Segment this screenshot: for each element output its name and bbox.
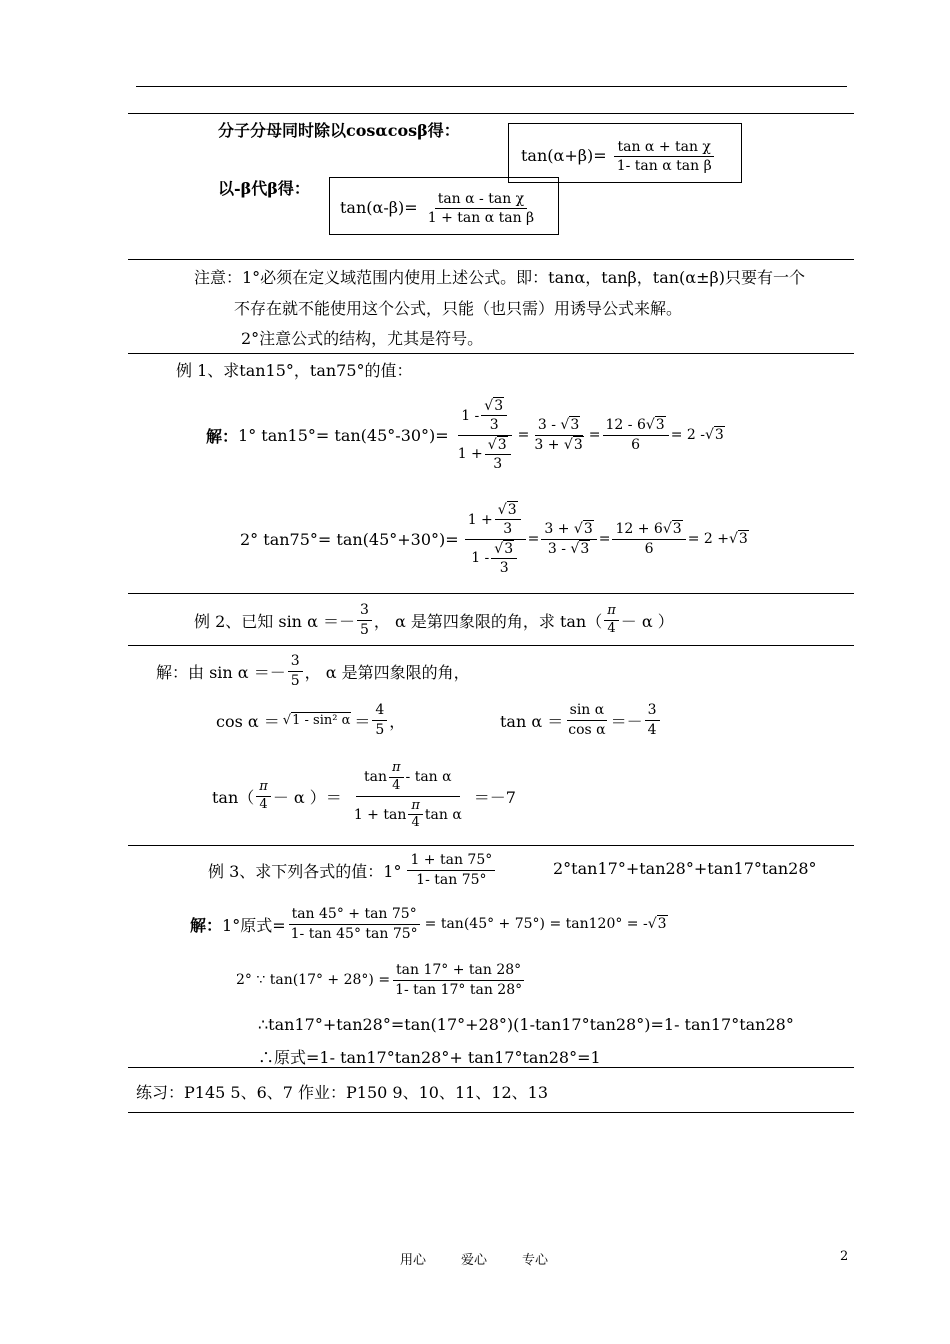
equals-sign: = [598,531,611,547]
equals-sign: = [517,427,530,443]
tan75-compound-fraction: 1 + $\frac{√3}{3}$ 1 - $\frac{√3}{3}$ [465,502,526,575]
radicand: 3 [738,531,748,547]
denominator: 3 [503,521,513,538]
tan-diff-denominator: 1 + tan α tan β [427,210,535,227]
solution-3-line-4: ∴原式=1- tan17°tan28°+ tan17°tan28°=1 [258,1048,601,1067]
tan15-compound-fraction: 1 - $\frac{√3}{3}$ 1 + $\frac{√3}{3}$ [455,398,516,471]
header-rule [136,86,847,87]
tan-alpha-lhs: tan α ＝ [500,711,564,731]
fraction-3-4 [645,702,660,737]
denominator: 3 [493,455,503,472]
sin-over-cos-fraction [565,702,608,737]
denominator: cos α [568,721,606,738]
tan15-fraction-3: $\frac{12 - 6√3}{6}$ [603,417,669,452]
tan-sum-formula-box [508,123,742,183]
denominator: 6 [644,540,654,557]
tan-sum-numerator: tan α + tan χ [614,139,713,157]
numerator: π [389,761,404,778]
denominator: 5 [375,721,385,738]
radicand: 3 [580,540,590,557]
example-2-title-mid: ， α 是第四象限的角，求 tan（ [373,611,603,631]
denominator: 4 [647,721,657,738]
denominator-prefix: 1 - [471,550,490,567]
numerator: 3 [645,702,660,720]
tan-diff-fraction [425,191,537,226]
equals-sign: = [588,427,601,443]
divide-text: 分子分母同时除以cosαcosβ得： [218,121,460,140]
denominator: 5 [290,672,300,689]
example-3-title [208,850,497,890]
solution-2-line-3 [212,752,516,840]
denominator: 1- tan 17° tan 28° [395,981,523,998]
denominator: 3 [499,559,509,576]
example-1-title: 例 1、求tan15°，tan75°的值： [176,361,413,380]
numerator: 3 + [544,521,570,538]
fraction-3-5 [288,653,303,688]
solution-3-line-1-lhs: 1°原式= [222,915,286,935]
solution-2-line-1-pre: 解：由 sin α ＝－ [156,662,286,682]
tan75-result: = 2 + [687,531,729,547]
tan-alpha-term: - tan α [405,769,452,786]
radicand: 3 [672,521,682,538]
numerator: tan 17° + tan 28° [393,962,524,980]
denominator: 1- tan 75° [416,871,487,888]
tan-diff-lhs: tan(α-β)= [340,198,418,218]
example-2-title-pre: 例 2、已知 sin α ＝－ [194,611,355,631]
tan75-fraction-3: $\frac{12 + 6√3}{6}$ [612,521,685,556]
numerator: π [408,799,423,816]
denominator: 4 [607,620,616,636]
radicand: 3 [497,436,507,453]
section-rule [128,645,854,646]
radicand: 3 [573,436,583,453]
section-rule [128,113,854,114]
denominator: 4 [392,777,401,793]
fraction-pi-4 [256,780,271,813]
radicand: 3 [583,521,593,538]
tan-alpha-line [500,698,662,742]
solution-2-line-3-mid: － α ）＝ [272,787,342,807]
tan-sum-45-75-fraction [288,906,421,941]
numerator: sin α [567,702,608,720]
solution-label: 解： [190,915,223,935]
numerator-prefix: 1 - [461,407,480,424]
tan-difference-fraction [346,761,470,832]
example-1-line-1 [206,386,725,484]
solution-3-line-3: ∴tan17°+tan28°=tan(17°+28°)(1-tan17°tan28°)=1- tan17°tan28° [258,1015,794,1034]
equals-sign: = [527,531,540,547]
denominator: 6 [631,436,641,453]
tan15-fraction-2: $\frac{3 - √3}{3 + √3}$ [534,417,583,453]
example-1-line-2 [240,490,749,588]
footer-motto-3: 专心 [522,1253,549,1268]
practice-homework: 练习：P145 5、6、7 作业：P150 9、10、11、12、13 [136,1083,549,1102]
replace-text: 以-β代β得： [218,179,310,198]
radicand: 3 [504,540,514,557]
denominator: 3 - [547,540,566,557]
section-rule [128,845,854,846]
denominator: 1- tan 45° tan 75° [290,925,418,942]
numerator: 4 [372,702,387,720]
numerator: 3 [288,653,303,671]
tan75-fraction-2: $\frac{3 + √3}{3 - √3}$ [541,521,596,556]
tan15-result: = 2 - [670,427,705,443]
sqrt-3: √3 [647,916,667,932]
section-rule [128,259,854,260]
tan15-lhs: 1° tan15°= tan(45°-30°)= [238,425,449,445]
radicand: 3 [655,417,665,434]
example-2-title [194,598,674,642]
numerator: π [256,780,271,797]
numerator-prefix: 1 + [467,511,493,528]
section-rule [128,1067,854,1068]
numerator: 12 + 6 [615,521,663,538]
radicand: 1 - sin² α [292,712,351,728]
page-number: 2 [840,1249,849,1264]
radicand: 3 [494,398,504,415]
solution-3-line-1-rest: = tan(45° + 75°) = tan120° = - [424,916,648,932]
section-rule [128,593,854,594]
numerator: π [604,604,619,621]
numerator: 12 - 6 [605,417,646,434]
denominator: 3 + [534,436,560,453]
solution-3-line-2 [236,958,527,1002]
solution-2-line-3-pre: tan（ [212,787,255,807]
sqrt-3: √3 [728,531,748,547]
solution-2-line-1-post: ， α 是第四象限的角， [304,662,470,682]
fraction-4-5 [372,702,387,737]
tan-diff-formula-box [329,177,559,235]
one-plus-tan: 1 + tan [353,806,407,823]
tan-diff-numerator: tan α - tan χ [435,191,527,209]
numerator: 1 + tan 75° [407,852,495,870]
radicand: 3 [507,502,517,519]
denominator: 4 [411,815,420,831]
sqrt-3: √3 [704,427,724,443]
cos-alpha-line [216,698,405,742]
fraction-3-5 [357,602,372,637]
tan75-lhs: 2° tan75°= tan(45°+30°)= [240,529,459,549]
section-rule [128,353,854,354]
denominator: 3 [489,417,499,434]
note-line-2: 不存在就不能使用这个公式，只能（也只需）用诱导公式来解。 [234,299,683,318]
tan-alpha-term: tan α [424,806,462,823]
comma: ， [389,711,406,731]
note-line-3: 2°注意公式的结构，尤其是符号。 [241,329,484,348]
denominator-prefix: 1 + [457,446,483,463]
footer-motto-2: 爱心 [461,1253,488,1268]
solution-3-line-1 [190,902,668,946]
example-3-item-2: 2°tan17°+tan28°+tan17°tan28° [553,859,817,878]
footer-motto-1: 用心 [400,1253,427,1268]
example-2-title-post: － α ） [620,611,674,631]
tan-sum-17-28-fraction [392,962,525,997]
numerator: tan 45° + tan 75° [289,906,420,924]
denominator: 4 [259,796,268,812]
note-line-1: 注意：1°必须在定义域范围内使用上述公式。即：tanα，tanβ，tan(α±β)只要有一个 [194,268,806,287]
example-3-title-text: 例 3、求下列各式的值：1° [208,861,402,881]
numerator: 3 [357,602,372,620]
cos-alpha-lhs: cos α ＝ [216,711,280,731]
tan-sum-lhs: tan(α+β)= [521,146,607,166]
radicand: 3 [714,427,724,443]
radicand: 3 [657,916,667,932]
solution-2-result: ＝－7 [473,787,516,807]
tan-sum-fraction [614,139,715,174]
solution-2-line-1 [156,650,470,692]
fraction-pi-4 [604,604,619,637]
solution-label: 解： [206,426,239,446]
equals-sign: ＝ [354,711,371,731]
tan-sum-denominator: 1- tan α tan β [616,158,712,175]
example-3-fraction [407,852,495,887]
sqrt-expression: √1 - sin² α [282,712,351,728]
section-rule [128,1112,854,1113]
numerator: 3 - [537,417,556,434]
solution-3-line-2-lhs: 2° ∵ tan(17° + 28°) = [236,972,391,988]
tan-label: tan [363,769,387,786]
equals-sign: ＝－ [610,711,643,731]
radicand: 3 [570,417,580,434]
denominator: 5 [359,621,369,638]
